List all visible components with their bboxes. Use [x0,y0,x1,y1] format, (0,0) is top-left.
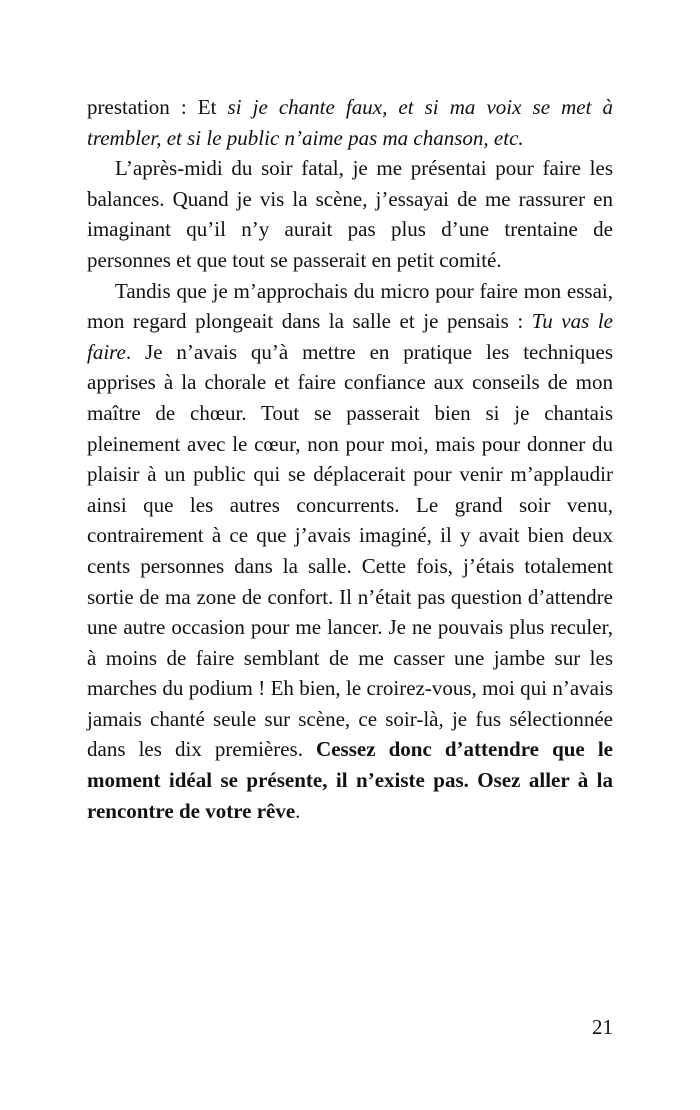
body-text [87,92,613,826]
paragraph-3-rest: . Je n’avais qu’à mettre en pratique les techniques apprises à la chorale et faire confiance aux conseils de mon maître de chœur. Tout se passerait bien si je chantais pleinement avec le cœur, non pour moi, mais pour donner du plaisir à un public qui se déplacerait pour venir m’applaudir ainsi que les autres concurrents. Le grand soir venu, contrairement à ce que j’avais imaginé, il y avait bien deux cents personnes dans la salle. Cette fois, j’étais totalement sortie de ma zone de confort. Il n’était pas question d’attendre une autre occasion pour me lancer. Je ne pouvais plus reculer, à moins de faire semblant de me casser une jambe sur les marches du podium ! Eh bien, le croirez-vous, moi qui n’avais jamais chanté seule sur scène, ce soir-là, je fus sélectionnée dans les dix premières. [87,339,613,762]
paragraph-3 [87,276,613,827]
paragraph-1 [87,92,613,153]
paragraph-3-tail: . [295,798,301,823]
page-number: 21 [592,1015,613,1039]
paragraph-3-bold-conclusion: Cessez donc d’attendre que le moment idéal se présente, il n’existe pas. Osez aller à la rencontre de votre rêve [87,737,613,823]
paragraph-3-italic: Tu vas le faire [87,309,613,364]
paragraph-2: L’après-midi du soir fatal, je me présentai pour faire les balances. Quand je vis la scène, j’essayai de me rassurer en imaginant qu’il n’y aurait pas plus d’une trentaine de personnes et que tout se passerait en petit comité. [87,156,613,272]
paragraph-3-lead: Tandis que je m’approchais du micro pour faire mon essai, mon regard plongeait dans la salle et je pensais : [87,278,613,334]
paragraph-1-lead: prestation : Et [87,95,228,119]
paragraph-1-italic: si je chante faux, et si ma voix se met à trembler, et si le public n’aime pas ma chanson, etc. [87,95,613,150]
